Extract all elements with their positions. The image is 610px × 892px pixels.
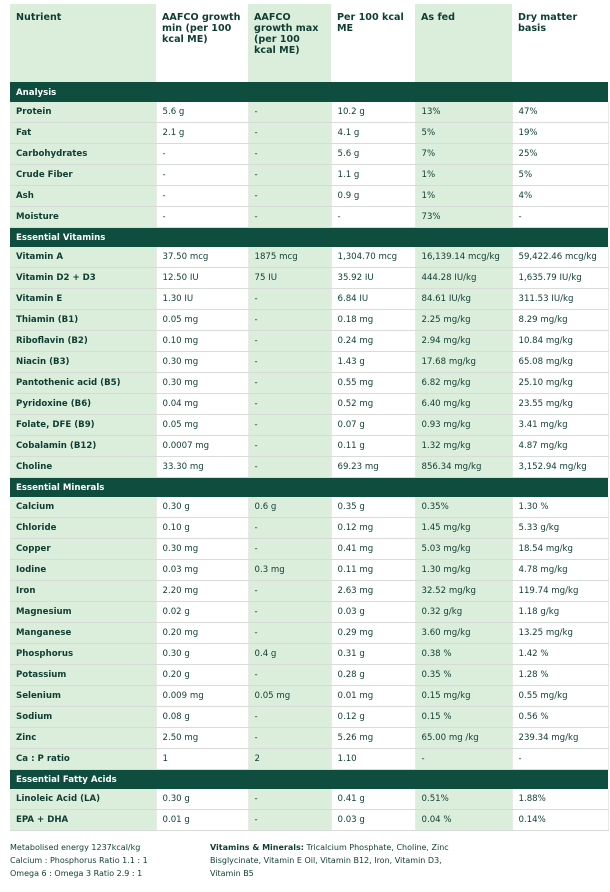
table-row (10, 289, 608, 310)
table-row (10, 707, 608, 728)
footer-ca-p-ratio: Calcium : Phosphorus Ratio 1.1 : 1 (10, 856, 148, 865)
aafco-max-value: 0.6 g (248, 497, 331, 518)
dry-matter-value: 18.54 mg/kg (512, 539, 608, 560)
as-fed-value: 0.93 mg/kg (415, 415, 512, 436)
nutrient-name: Niacin (B3) (10, 352, 156, 373)
per-100-kcal-value: 0.29 mg (331, 623, 415, 644)
aafco-max-value: - (248, 165, 331, 186)
table-row (10, 373, 608, 394)
nutrient-name: Vitamin A (10, 247, 156, 268)
dry-matter-value: 0.56 % (512, 707, 608, 728)
footer-metabolised-energy: Metabolised energy 1237kcal/kg (10, 843, 141, 852)
aafco-max-value: - (248, 707, 331, 728)
per-100-kcal-value: 0.03 g (331, 810, 415, 831)
nutrient-name: Choline (10, 457, 156, 478)
as-fed-value: 13% (415, 102, 512, 123)
header-aafco-max: AAFCO growth max (per 100 kcal ME) (248, 4, 331, 83)
dry-matter-value: 4.78 mg/kg (512, 560, 608, 581)
per-100-kcal-value: 1,304.70 mcg (331, 247, 415, 268)
aafco-min-value: 0.009 mg (156, 686, 248, 707)
aafco-min-value: 0.20 g (156, 665, 248, 686)
per-100-kcal-value: - (331, 207, 415, 228)
nutrient-name: Magnesium (10, 602, 156, 623)
table-row (10, 207, 608, 228)
aafco-min-value: 0.30 mg (156, 539, 248, 560)
per-100-kcal-value: 2.63 mg (331, 581, 415, 602)
aafco-max-value: - (248, 102, 331, 123)
header-nutrient: Nutrient (10, 4, 156, 83)
aafco-min-value: 0.30 mg (156, 352, 248, 373)
table-row (10, 415, 608, 436)
dry-matter-value: 1.30 % (512, 497, 608, 518)
table-row (10, 665, 608, 686)
table-row (10, 686, 608, 707)
aafco-min-value: 0.10 mg (156, 331, 248, 352)
as-fed-value: 5.03 mg/kg (415, 539, 512, 560)
dry-matter-value: 119.74 mg/kg (512, 581, 608, 602)
as-fed-value: 0.15 mg/kg (415, 686, 512, 707)
aafco-max-value: - (248, 457, 331, 478)
per-100-kcal-value: 10.2 g (331, 102, 415, 123)
nutrient-name: Copper (10, 539, 156, 560)
dry-matter-value: - (512, 207, 608, 228)
aafco-max-value: - (248, 144, 331, 165)
aafco-min-value: 0.05 mg (156, 310, 248, 331)
dry-matter-value: 311.53 IU/kg (512, 289, 608, 310)
as-fed-value: 1% (415, 165, 512, 186)
per-100-kcal-value: 0.12 mg (331, 518, 415, 539)
aafco-min-value: 5.6 g (156, 102, 248, 123)
nutrient-name: Selenium (10, 686, 156, 707)
per-100-kcal-value: 0.31 g (331, 644, 415, 665)
nutrient-name: Potassium (10, 665, 156, 686)
table-row (10, 457, 608, 478)
nutrient-name: Zinc (10, 728, 156, 749)
aafco-max-value: - (248, 623, 331, 644)
nutrient-name: Iodine (10, 560, 156, 581)
table-row (10, 497, 608, 518)
header-per-100-kcal: Per 100 kcal ME (331, 4, 415, 83)
per-100-kcal-value: 0.55 mg (331, 373, 415, 394)
header-aafco-min: AAFCO growth min (per 100 kcal ME) (156, 4, 248, 83)
dry-matter-value: 25.10 mg/kg (512, 373, 608, 394)
dry-matter-value: 1.88% (512, 789, 608, 810)
aafco-min-value: 37.50 mcg (156, 247, 248, 268)
per-100-kcal-value: 0.07 g (331, 415, 415, 436)
nutrient-name: Ca : P ratio (10, 749, 156, 770)
dry-matter-value: 25% (512, 144, 608, 165)
aafco-min-value: 0.20 mg (156, 623, 248, 644)
aafco-max-value: - (248, 331, 331, 352)
nutrient-name: Chloride (10, 518, 156, 539)
table-row (10, 749, 608, 770)
aafco-min-value: 0.05 mg (156, 415, 248, 436)
aafco-max-value: - (248, 581, 331, 602)
aafco-min-value: 12.50 IU (156, 268, 248, 289)
section-title: Analysis (10, 83, 608, 103)
per-100-kcal-value: 1.10 (331, 749, 415, 770)
footer-vitamins-text: Tricalcium Phosphate, Choline, Zinc Bisglycinate, Vitamin E Oil, Vitamin B12, Iron, Vitamin D3, Vitamin B5 (210, 843, 449, 878)
as-fed-value: - (415, 749, 512, 770)
aafco-max-value: - (248, 394, 331, 415)
aafco-max-value: - (248, 789, 331, 810)
dry-matter-value: 1.18 g/kg (512, 602, 608, 623)
table-row (10, 789, 608, 810)
as-fed-value: 1.45 mg/kg (415, 518, 512, 539)
per-100-kcal-value: 4.1 g (331, 123, 415, 144)
footer-vitamins-label: Vitamins & Minerals: (210, 843, 304, 852)
dry-matter-value: 0.14% (512, 810, 608, 831)
aafco-min-value: 33.30 mg (156, 457, 248, 478)
header-as-fed: As fed (415, 4, 512, 83)
section-header-row (10, 228, 608, 248)
nutrient-table (10, 4, 609, 831)
dry-matter-value: 1.42 % (512, 644, 608, 665)
aafco-max-value: 75 IU (248, 268, 331, 289)
as-fed-value: 6.40 mg/kg (415, 394, 512, 415)
aafco-min-value: 0.04 mg (156, 394, 248, 415)
nutrient-name: Cobalamin (B12) (10, 436, 156, 457)
nutrient-name: Thiamin (B1) (10, 310, 156, 331)
aafco-max-value: 0.05 mg (248, 686, 331, 707)
per-100-kcal-value: 0.41 mg (331, 539, 415, 560)
dry-matter-value: 10.84 mg/kg (512, 331, 608, 352)
dry-matter-value: 5.33 g/kg (512, 518, 608, 539)
aafco-min-value: - (156, 144, 248, 165)
table-row (10, 352, 608, 373)
footer-vitamins-minerals (210, 841, 460, 880)
as-fed-value: 32.52 mg/kg (415, 581, 512, 602)
aafco-max-value: 1875 mcg (248, 247, 331, 268)
as-fed-value: 17.68 mg/kg (415, 352, 512, 373)
aafco-max-value: - (248, 539, 331, 560)
section-title: Essential Vitamins (10, 228, 608, 248)
dry-matter-value: 47% (512, 102, 608, 123)
aafco-max-value: - (248, 518, 331, 539)
dry-matter-value: 4.87 mg/kg (512, 436, 608, 457)
nutrient-name: Vitamin D2 + D3 (10, 268, 156, 289)
aafco-min-value: 2.50 mg (156, 728, 248, 749)
aafco-min-value: 0.01 g (156, 810, 248, 831)
dry-matter-value: 3,152.94 mg/kg (512, 457, 608, 478)
dry-matter-value: 4% (512, 186, 608, 207)
dry-matter-value: 0.55 mg/kg (512, 686, 608, 707)
table-row (10, 331, 608, 352)
nutrient-name: EPA + DHA (10, 810, 156, 831)
nutrient-name: Pantothenic acid (B5) (10, 373, 156, 394)
per-100-kcal-value: 5.26 mg (331, 728, 415, 749)
as-fed-value: 1.32 mg/kg (415, 436, 512, 457)
as-fed-value: 2.94 mg/kg (415, 331, 512, 352)
section-header-row (10, 478, 608, 498)
table-row (10, 247, 608, 268)
aafco-min-value: 0.0007 mg (156, 436, 248, 457)
table-row (10, 602, 608, 623)
as-fed-value: 0.51% (415, 789, 512, 810)
aafco-min-value: 2.1 g (156, 123, 248, 144)
footer-omega-ratio: Omega 6 : Omega 3 Ratio 2.9 : 1 (10, 869, 143, 878)
aafco-min-value: 0.10 g (156, 518, 248, 539)
nutrient-name: Vitamin E (10, 289, 156, 310)
as-fed-value: 0.35 % (415, 665, 512, 686)
dry-matter-value: 13.25 mg/kg (512, 623, 608, 644)
as-fed-value: 1.30 mg/kg (415, 560, 512, 581)
as-fed-value: 84.61 IU/kg (415, 289, 512, 310)
nutrient-name: Linoleic Acid (LA) (10, 789, 156, 810)
table-row (10, 518, 608, 539)
aafco-min-value: 0.02 g (156, 602, 248, 623)
per-100-kcal-value: 0.35 g (331, 497, 415, 518)
table-row (10, 268, 608, 289)
as-fed-value: 0.32 g/kg (415, 602, 512, 623)
aafco-max-value: 0.3 mg (248, 560, 331, 581)
per-100-kcal-value: 0.9 g (331, 186, 415, 207)
aafco-max-value: - (248, 186, 331, 207)
aafco-max-value: - (248, 289, 331, 310)
aafco-min-value: 1 (156, 749, 248, 770)
as-fed-value: 73% (415, 207, 512, 228)
aafco-min-value: 2.20 mg (156, 581, 248, 602)
as-fed-value: 3.60 mg/kg (415, 623, 512, 644)
aafco-min-value: 0.30 g (156, 644, 248, 665)
per-100-kcal-value: 0.12 g (331, 707, 415, 728)
dry-matter-value: 239.34 mg/kg (512, 728, 608, 749)
aafco-min-value: 0.30 g (156, 789, 248, 810)
table-row (10, 186, 608, 207)
section-header-row (10, 83, 608, 103)
nutrient-name: Crude Fiber (10, 165, 156, 186)
per-100-kcal-value: 0.24 mg (331, 331, 415, 352)
aafco-max-value: - (248, 373, 331, 394)
dry-matter-value: 19% (512, 123, 608, 144)
as-fed-value: 0.04 % (415, 810, 512, 831)
dry-matter-value: - (512, 749, 608, 770)
table-row (10, 144, 608, 165)
table-row (10, 810, 608, 831)
as-fed-value: 16,139.14 mcg/kg (415, 247, 512, 268)
aafco-min-value: 1.30 IU (156, 289, 248, 310)
table-row (10, 644, 608, 665)
per-100-kcal-value: 0.18 mg (331, 310, 415, 331)
dry-matter-value: 65.08 mg/kg (512, 352, 608, 373)
section-header-row (10, 770, 608, 790)
as-fed-value: 0.15 % (415, 707, 512, 728)
aafco-max-value: - (248, 415, 331, 436)
nutrient-name: Moisture (10, 207, 156, 228)
dry-matter-value: 1.28 % (512, 665, 608, 686)
as-fed-value: 856.34 mg/kg (415, 457, 512, 478)
table-row (10, 728, 608, 749)
aafco-max-value: 2 (248, 749, 331, 770)
table-row (10, 539, 608, 560)
table-row (10, 623, 608, 644)
aafco-min-value: 0.30 mg (156, 373, 248, 394)
aafco-min-value: - (156, 207, 248, 228)
as-fed-value: 0.38 % (415, 644, 512, 665)
per-100-kcal-value: 0.11 g (331, 436, 415, 457)
aafco-min-value: - (156, 165, 248, 186)
aafco-min-value: 0.03 mg (156, 560, 248, 581)
nutrient-name: Fat (10, 123, 156, 144)
nutrient-name: Iron (10, 581, 156, 602)
dry-matter-value: 59,422.46 mcg/kg (512, 247, 608, 268)
table-row (10, 581, 608, 602)
aafco-max-value: - (248, 665, 331, 686)
table-row (10, 436, 608, 457)
as-fed-value: 2.25 mg/kg (415, 310, 512, 331)
table-header-row (10, 4, 608, 83)
aafco-max-value: - (248, 436, 331, 457)
table-row (10, 560, 608, 581)
table-row (10, 394, 608, 415)
per-100-kcal-value: 0.01 mg (331, 686, 415, 707)
as-fed-value: 444.28 IU/kg (415, 268, 512, 289)
per-100-kcal-value: 35.92 IU (331, 268, 415, 289)
as-fed-value: 5% (415, 123, 512, 144)
nutrient-name: Sodium (10, 707, 156, 728)
nutrient-name: Riboflavin (B2) (10, 331, 156, 352)
aafco-max-value: - (248, 123, 331, 144)
dry-matter-value: 5% (512, 165, 608, 186)
aafco-max-value: - (248, 207, 331, 228)
nutrient-name: Phosphorus (10, 644, 156, 665)
nutrient-name: Pyridoxine (B6) (10, 394, 156, 415)
footer-energy-ratios (10, 841, 200, 880)
nutrient-name: Ash (10, 186, 156, 207)
as-fed-value: 7% (415, 144, 512, 165)
section-title: Essential Minerals (10, 478, 608, 498)
nutrient-name: Protein (10, 102, 156, 123)
per-100-kcal-value: 1.1 g (331, 165, 415, 186)
per-100-kcal-value: 5.6 g (331, 144, 415, 165)
header-dry-matter: Dry matter basis (512, 4, 608, 83)
aafco-min-value: 0.08 g (156, 707, 248, 728)
per-100-kcal-value: 0.52 mg (331, 394, 415, 415)
as-fed-value: 65.00 mg /kg (415, 728, 512, 749)
dry-matter-value: 1,635.79 IU/kg (512, 268, 608, 289)
aafco-max-value: 0.4 g (248, 644, 331, 665)
per-100-kcal-value: 1.43 g (331, 352, 415, 373)
per-100-kcal-value: 69.23 mg (331, 457, 415, 478)
as-fed-value: 1% (415, 186, 512, 207)
table-body (10, 83, 608, 831)
table-row (10, 102, 608, 123)
aafco-max-value: - (248, 602, 331, 623)
dry-matter-value: 23.55 mg/kg (512, 394, 608, 415)
table-row (10, 165, 608, 186)
per-100-kcal-value: 0.03 g (331, 602, 415, 623)
aafco-max-value: - (248, 728, 331, 749)
nutrient-name: Manganese (10, 623, 156, 644)
aafco-max-value: - (248, 352, 331, 373)
as-fed-value: 0.35% (415, 497, 512, 518)
aafco-min-value: 0.30 g (156, 497, 248, 518)
aafco-max-value: - (248, 810, 331, 831)
section-title: Essential Fatty Acids (10, 770, 608, 790)
nutrient-name: Folate, DFE (B9) (10, 415, 156, 436)
nutrient-name: Calcium (10, 497, 156, 518)
table-row (10, 310, 608, 331)
as-fed-value: 6.82 mg/kg (415, 373, 512, 394)
per-100-kcal-value: 0.28 g (331, 665, 415, 686)
aafco-min-value: - (156, 186, 248, 207)
dry-matter-value: 8.29 mg/kg (512, 310, 608, 331)
per-100-kcal-value: 6.84 IU (331, 289, 415, 310)
dry-matter-value: 3.41 mg/kg (512, 415, 608, 436)
nutrient-name: Carbohydrates (10, 144, 156, 165)
per-100-kcal-value: 0.41 g (331, 789, 415, 810)
aafco-max-value: - (248, 310, 331, 331)
per-100-kcal-value: 0.11 mg (331, 560, 415, 581)
table-row (10, 123, 608, 144)
